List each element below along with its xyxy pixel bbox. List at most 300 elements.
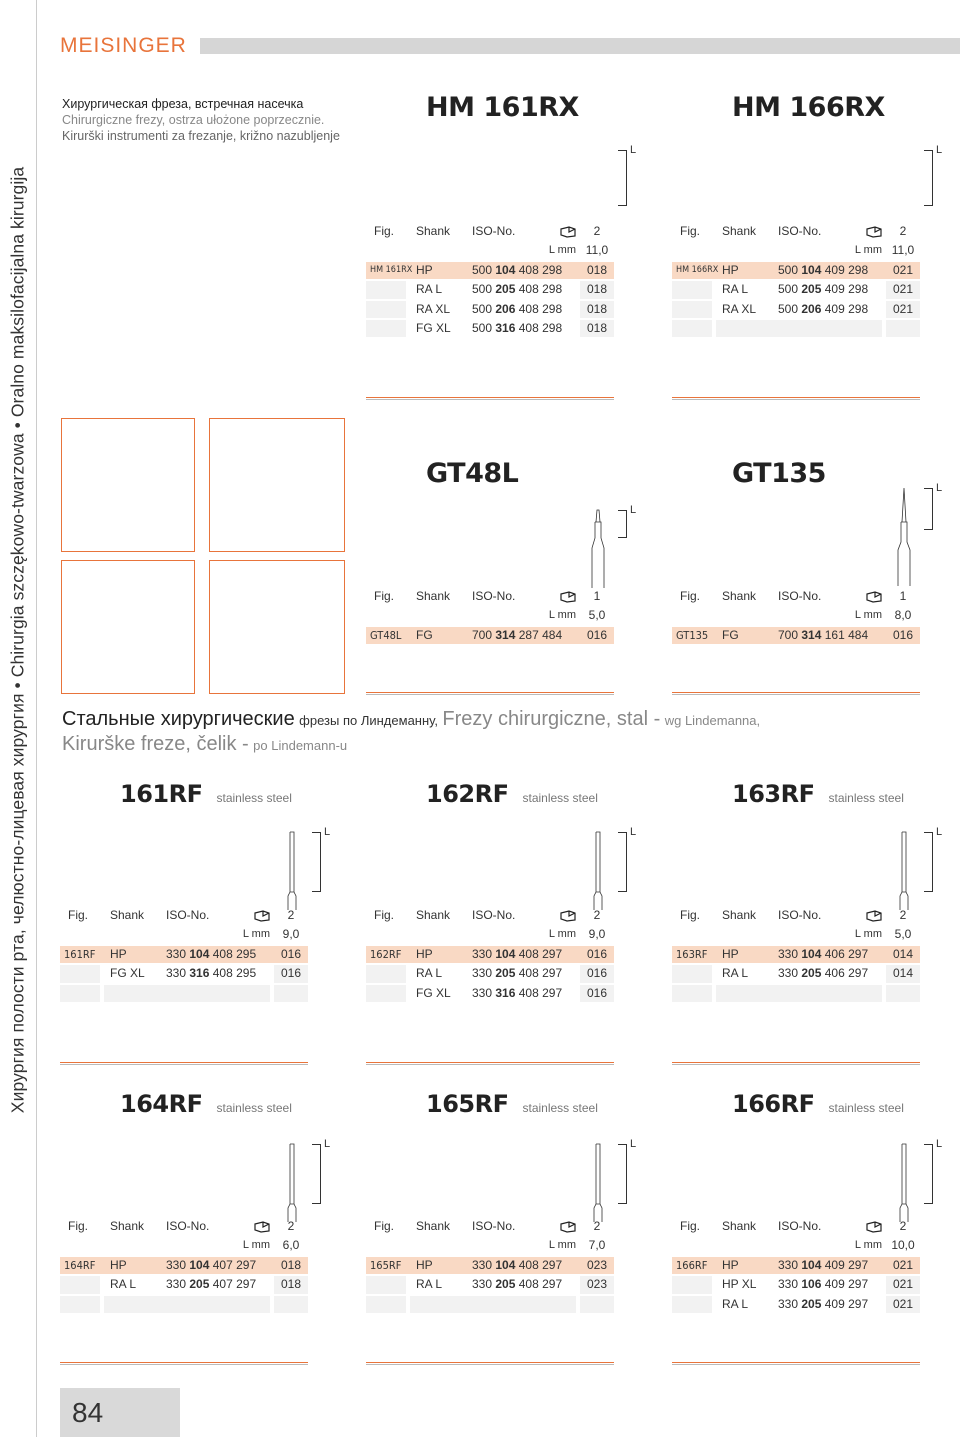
col-shank: Shank — [416, 224, 451, 238]
pack-icon — [866, 591, 882, 603]
bur-outline — [900, 832, 908, 910]
cell-shade — [60, 965, 100, 982]
product-title — [120, 1090, 292, 1118]
iso-part-bold: 314 — [801, 627, 822, 642]
iso-part: 407 297 — [212, 1257, 257, 1272]
table-bottom-line — [366, 1062, 614, 1063]
product-material-label: stainless steel — [522, 1101, 598, 1115]
table-row — [672, 1275, 920, 1294]
table-length-row — [366, 606, 614, 625]
pack-icon — [254, 910, 270, 922]
pack-icon — [254, 1221, 270, 1233]
bur-drawing — [892, 486, 916, 590]
cell-shade — [366, 985, 406, 1002]
intro-line-ru: Хирургическая фреза, встречная насечка — [62, 97, 304, 111]
iso-part-bold: 206 — [495, 301, 516, 316]
cell-shade — [366, 301, 406, 318]
bur-drawing — [586, 1142, 610, 1222]
col-iso: ISO-No. — [778, 908, 822, 922]
iso-part: 500 — [472, 320, 493, 335]
product-title-text: HM 166RX — [732, 92, 885, 123]
pack-quantity: 2 — [899, 224, 907, 238]
iso-number — [472, 626, 562, 645]
cell-shade — [580, 1296, 614, 1313]
table-row — [366, 261, 614, 280]
fig-label: 164RF — [64, 1258, 96, 1272]
page-number: 84 — [72, 1397, 104, 1428]
cell-shade — [104, 1296, 270, 1313]
iso-part-bold: 205 — [189, 1277, 210, 1292]
fig-label: GT135 — [676, 628, 709, 642]
length-unit: L mm — [548, 1239, 576, 1252]
bur-drawing — [892, 830, 916, 910]
iso-number — [778, 945, 868, 964]
iso-part: 406 297 — [824, 946, 869, 961]
pack-quantity: 2 — [593, 908, 601, 922]
product-title — [732, 458, 826, 489]
iso-part: 330 — [778, 946, 799, 961]
iso-part: 409 298 — [824, 301, 869, 316]
iso-number — [166, 945, 256, 964]
product-title — [120, 780, 292, 808]
iso-part: 700 — [472, 627, 493, 642]
length-unit: L mm — [854, 1239, 882, 1252]
size-value: 016 — [280, 946, 302, 961]
cell-shade — [410, 1296, 576, 1313]
col-shank: Shank — [722, 908, 757, 922]
cell-shade — [672, 965, 712, 982]
table-row — [366, 1275, 614, 1294]
length-bracket — [924, 150, 933, 206]
size-value: 023 — [586, 1277, 608, 1292]
iso-part-bold: 205 — [801, 966, 822, 981]
table-row — [60, 1295, 308, 1314]
iso-number — [778, 261, 868, 280]
product-table — [60, 1217, 308, 1314]
shank-type: HP — [416, 946, 433, 961]
cell-shade — [60, 1276, 100, 1293]
sidebar — [0, 0, 37, 1437]
product-title-text: HM 161RX — [426, 92, 579, 123]
product-title-text: 165RF — [426, 1090, 509, 1118]
table-row — [366, 280, 614, 299]
bur-outline — [288, 832, 296, 910]
product-material-label: stainless steel — [216, 791, 292, 805]
table-row — [672, 280, 920, 299]
iso-number — [472, 261, 562, 280]
table-row — [672, 626, 920, 645]
iso-part: 330 — [778, 1277, 799, 1292]
iso-number — [778, 1295, 868, 1314]
iso-part: 330 — [778, 1296, 799, 1311]
iso-part: 330 — [166, 1277, 187, 1292]
pack-icon — [560, 591, 576, 603]
product-title — [426, 458, 518, 489]
fig-label: 162RF — [370, 947, 402, 961]
table-row — [366, 984, 614, 1003]
bur-drawing — [586, 508, 610, 588]
brand-logo: MEISINGER — [60, 34, 187, 57]
iso-number — [778, 964, 868, 983]
pack-quantity: 2 — [287, 908, 295, 922]
table-bottom-line — [672, 1362, 920, 1363]
length-value: 9,0 — [588, 927, 606, 942]
col-iso: ISO-No. — [778, 224, 822, 238]
col-fig: Fig. — [374, 224, 395, 238]
pack-quantity: 2 — [593, 1219, 601, 1233]
iso-part-bold: 106 — [801, 1277, 822, 1292]
pack-quantity: 1 — [899, 589, 907, 603]
iso-number — [778, 626, 868, 645]
iso-part: 408 298 — [518, 320, 563, 335]
table-length-row — [672, 1236, 920, 1255]
shank-type: HP — [416, 1257, 433, 1272]
cell-shade — [672, 1276, 712, 1293]
iso-number — [472, 1256, 562, 1275]
cell-shade — [274, 985, 308, 1002]
pack-icon-shape — [867, 227, 881, 237]
col-shank: Shank — [416, 908, 451, 922]
iso-part: 330 — [166, 966, 187, 981]
table-bottom-line-grey — [366, 1364, 614, 1365]
fig-label: HM 166RX — [676, 264, 719, 275]
iso-part: 161 484 — [824, 627, 869, 642]
table-bottom-line-grey — [60, 1364, 308, 1365]
iso-part: 330 — [472, 966, 493, 981]
product-title — [426, 92, 579, 123]
pack-icon-shape — [255, 911, 269, 921]
shank-type: FG XL — [110, 966, 145, 981]
shank-type: FG XL — [416, 320, 451, 335]
col-shank: Shank — [110, 908, 145, 922]
iso-part-bold: 316 — [495, 985, 516, 1000]
section-ru-small: фрезы по Линдеманну, — [299, 713, 438, 728]
sidebar-title: Хирургия полости рта, челюстно-лицевая хирургия • Chirurgia szczękowo-twarzowa • Oralno maksilofacijalna kirurgija — [7, 166, 28, 1114]
iso-number — [166, 1256, 256, 1275]
iso-part: 330 — [166, 1257, 187, 1272]
shank-type: HP — [416, 262, 433, 277]
col-fig: Fig. — [374, 1219, 395, 1233]
iso-part-bold: 205 — [495, 966, 516, 981]
table-row — [366, 626, 614, 645]
cell-shade — [672, 985, 712, 1002]
size-value: 018 — [280, 1257, 302, 1272]
section-pl-big: Frezy chirurgiczne, stal - — [442, 708, 661, 730]
table-row — [366, 300, 614, 319]
iso-part-bold: 104 — [495, 946, 516, 961]
length-label: L — [630, 826, 637, 838]
shank-type: RA L — [416, 966, 443, 981]
table-bottom-line — [60, 1062, 308, 1063]
cell-shade — [886, 320, 920, 337]
col-iso: ISO-No. — [778, 1219, 822, 1233]
bur-outline — [288, 1144, 296, 1222]
pack-icon — [560, 910, 576, 922]
length-label: L — [936, 1138, 943, 1150]
section-pl-small: wg Lindemanna, — [664, 713, 761, 728]
size-value: 014 — [892, 946, 914, 961]
col-fig: Fig. — [680, 908, 701, 922]
length-value: 11,0 — [891, 243, 915, 258]
shank-type: RA XL — [416, 301, 451, 316]
table-bottom-line-grey — [366, 1064, 614, 1065]
iso-part: 408 297 — [518, 985, 563, 1000]
col-shank: Shank — [416, 1219, 451, 1233]
intro-line-pl: Chirurgiczne frezy, ostrza ułożone poprzecznie. — [62, 113, 325, 127]
iso-part: 409 298 — [824, 282, 869, 297]
table-bottom-line-grey — [366, 399, 614, 400]
table-row — [60, 945, 308, 964]
length-unit: L mm — [548, 244, 576, 257]
product-title — [426, 1090, 598, 1118]
col-fig: Fig. — [374, 589, 395, 603]
section-heading — [62, 708, 942, 756]
col-iso: ISO-No. — [166, 1219, 210, 1233]
cell-shade — [886, 985, 920, 1002]
length-unit: L mm — [854, 928, 882, 941]
shank-type: RA L — [416, 1277, 443, 1292]
table-row — [366, 964, 614, 983]
iso-number — [778, 300, 868, 319]
cell-shade — [716, 985, 882, 1002]
size-value: 021 — [892, 1277, 914, 1292]
iso-part: 330 — [778, 1257, 799, 1272]
iso-number — [778, 1256, 868, 1275]
length-unit: L mm — [548, 609, 576, 622]
product-table — [366, 222, 614, 338]
intro-line-sl: Kirurški instrumenti za frezanje, križno nazubljenje — [62, 129, 340, 143]
iso-part: 330 — [472, 1277, 493, 1292]
iso-number — [166, 1275, 256, 1294]
table-row — [672, 261, 920, 280]
section-sl-small: po Lindemann-u — [253, 738, 348, 753]
iso-part-bold: 316 — [495, 320, 516, 335]
length-unit: L mm — [242, 1239, 270, 1252]
shank-type: RA L — [722, 282, 749, 297]
image-placeholder — [61, 560, 195, 694]
length-bracket — [618, 832, 627, 892]
pack-quantity: 2 — [899, 1219, 907, 1233]
table-header-row — [366, 587, 614, 606]
length-value: 5,0 — [894, 927, 912, 942]
length-value: 9,0 — [282, 927, 300, 942]
col-fig: Fig. — [680, 589, 701, 603]
iso-part: 408 298 — [518, 301, 563, 316]
pack-icon-shape — [867, 1222, 881, 1232]
iso-part-bold: 205 — [495, 282, 516, 297]
table-row — [672, 1256, 920, 1275]
product-material-label: stainless steel — [828, 791, 904, 805]
size-value: 021 — [892, 1296, 914, 1311]
size-value: 016 — [586, 946, 608, 961]
section-sl-big: Kirurške freze, čelik - — [62, 733, 249, 755]
iso-part: 500 — [472, 301, 493, 316]
iso-number — [778, 1275, 868, 1294]
table-row — [672, 945, 920, 964]
iso-part: 500 — [472, 282, 493, 297]
product-table — [366, 587, 614, 645]
table-header-row — [366, 1217, 614, 1236]
length-unit: L mm — [242, 928, 270, 941]
table-length-row — [366, 1236, 614, 1255]
cell-shade — [672, 281, 712, 298]
length-value: 8,0 — [894, 608, 912, 623]
table-length-row — [366, 925, 614, 944]
product-title — [732, 780, 904, 808]
table-header-row — [366, 906, 614, 925]
length-unit: L mm — [854, 609, 882, 622]
cell-shade — [672, 320, 712, 337]
size-value: 021 — [892, 282, 914, 297]
product-title-text: 164RF — [120, 1090, 203, 1118]
pack-icon-shape — [867, 911, 881, 921]
table-header-row — [672, 587, 920, 606]
product-table — [366, 1217, 614, 1314]
product-title — [732, 1090, 904, 1118]
shank-type: HP — [722, 262, 739, 277]
iso-part: 408 297 — [518, 1257, 563, 1272]
cell-shade — [672, 301, 712, 318]
col-fig: Fig. — [680, 224, 701, 238]
iso-part: 409 297 — [824, 1257, 869, 1272]
size-value: 023 — [586, 1257, 608, 1272]
shank-type: FG — [722, 627, 739, 642]
product-material-label: stainless steel — [828, 1101, 904, 1115]
pack-icon — [560, 226, 576, 238]
iso-part: 500 — [472, 262, 493, 277]
size-value: 018 — [586, 282, 608, 297]
length-value: 11,0 — [585, 243, 609, 258]
pack-quantity: 1 — [593, 589, 601, 603]
table-row — [672, 300, 920, 319]
length-bracket — [924, 1144, 933, 1204]
iso-part-bold: 205 — [801, 1296, 822, 1311]
pack-icon-shape — [561, 1222, 575, 1232]
col-fig: Fig. — [374, 908, 395, 922]
size-value: 021 — [892, 1257, 914, 1272]
cell-shade — [274, 1296, 308, 1313]
iso-number — [472, 280, 562, 299]
cell-shade — [366, 1276, 406, 1293]
col-iso: ISO-No. — [472, 224, 516, 238]
table-row — [366, 1256, 614, 1275]
table-bottom-line — [672, 1062, 920, 1063]
header-bar — [200, 38, 960, 54]
length-label: L — [936, 482, 943, 494]
shank-type: RA XL — [722, 301, 757, 316]
col-shank: Shank — [416, 589, 451, 603]
length-value: 7,0 — [588, 1238, 606, 1253]
product-title-text: 161RF — [120, 780, 203, 808]
iso-part: 330 — [472, 1257, 493, 1272]
iso-part: 500 — [778, 282, 799, 297]
col-fig: Fig. — [68, 1219, 89, 1233]
col-fig: Fig. — [68, 908, 89, 922]
product-table — [672, 906, 920, 1003]
pack-icon — [866, 1221, 882, 1233]
image-placeholder — [61, 418, 195, 552]
iso-number — [778, 280, 868, 299]
length-label: L — [936, 144, 943, 156]
iso-part: 408 297 — [518, 966, 563, 981]
product-material-label: stainless steel — [522, 791, 598, 805]
iso-part-bold: 104 — [495, 1257, 516, 1272]
table-row — [366, 319, 614, 338]
table-length-row — [672, 241, 920, 260]
table-bottom-line — [366, 692, 614, 693]
product-table — [672, 1217, 920, 1314]
cell-shade — [672, 1296, 712, 1313]
iso-number — [472, 984, 562, 1003]
product-title-text: 162RF — [426, 780, 509, 808]
table-bottom-line — [60, 1362, 308, 1363]
cell-shade — [104, 985, 270, 1002]
length-bracket — [312, 1144, 321, 1204]
iso-part-bold: 206 — [801, 301, 822, 316]
iso-part: 500 — [778, 301, 799, 316]
length-value: 6,0 — [282, 1238, 300, 1253]
table-bottom-line — [672, 692, 920, 693]
table-bottom-line-grey — [672, 399, 920, 400]
table-bottom-line-grey — [672, 1364, 920, 1365]
shank-type: HP — [722, 946, 739, 961]
product-title-text: GT135 — [732, 458, 826, 489]
iso-part-bold: 104 — [801, 946, 822, 961]
cell-shade — [60, 985, 100, 1002]
iso-part: 330 — [778, 966, 799, 981]
table-length-row — [60, 925, 308, 944]
table-bottom-line — [366, 397, 614, 398]
shank-type: HP — [110, 946, 127, 961]
fig-label: 163RF — [676, 947, 708, 961]
pack-icon — [866, 910, 882, 922]
col-shank: Shank — [722, 224, 757, 238]
fig-label: 165RF — [370, 1258, 402, 1272]
length-bracket — [618, 510, 627, 538]
iso-part: 408 298 — [518, 262, 563, 277]
pack-icon-shape — [561, 592, 575, 602]
iso-part: 330 — [472, 946, 493, 961]
size-value: 016 — [586, 985, 608, 1000]
image-placeholder — [209, 418, 345, 552]
product-table — [672, 587, 920, 645]
iso-number — [472, 1275, 562, 1294]
product-table — [60, 906, 308, 1003]
col-iso: ISO-No. — [166, 908, 210, 922]
size-value: 016 — [892, 627, 914, 642]
intro-text — [62, 96, 340, 144]
iso-part: 408 297 — [518, 1277, 563, 1292]
table-bottom-line — [672, 397, 920, 398]
cell-shade — [60, 1296, 100, 1313]
length-label: L — [324, 826, 331, 838]
iso-part: 287 484 — [518, 627, 563, 642]
pack-icon-shape — [255, 1222, 269, 1232]
table-bottom-line-grey — [60, 1064, 308, 1065]
fig-label: GT48L — [370, 628, 402, 642]
cell-shade — [366, 320, 406, 337]
pack-quantity: 2 — [593, 224, 601, 238]
iso-part: 409 297 — [824, 1296, 869, 1311]
col-iso: ISO-No. — [472, 589, 516, 603]
length-bracket — [924, 832, 933, 892]
iso-part: 406 297 — [824, 966, 869, 981]
length-bracket — [924, 488, 933, 530]
pack-icon — [866, 226, 882, 238]
iso-part: 408 298 — [518, 282, 563, 297]
shank-type: RA L — [110, 1277, 137, 1292]
table-length-row — [60, 1236, 308, 1255]
